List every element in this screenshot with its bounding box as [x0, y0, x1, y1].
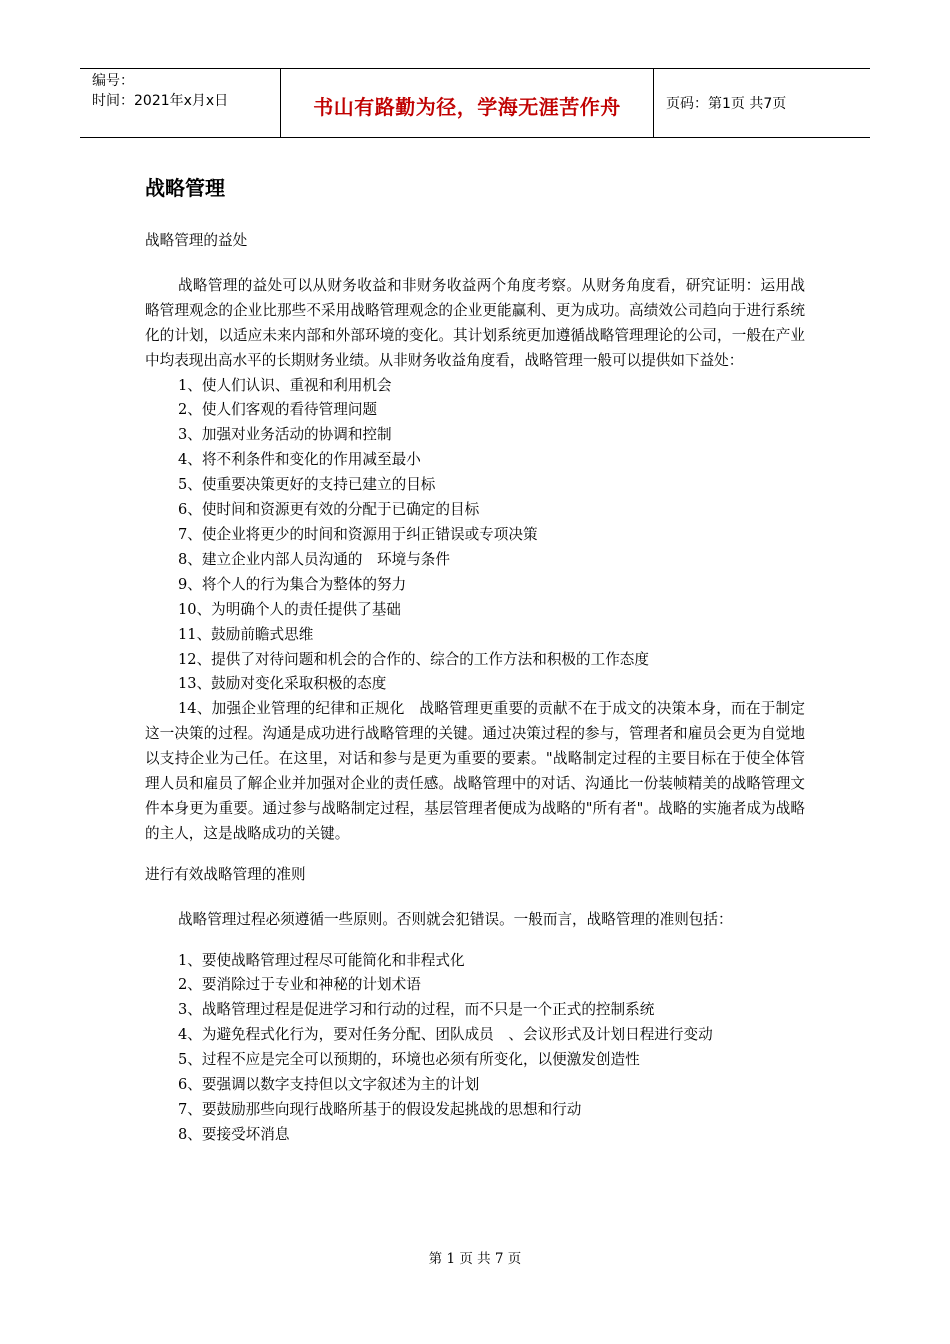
list-item: 6、使时间和资源更有效的分配于已确定的目标: [178, 501, 480, 519]
document-title: 战略管理: [145, 176, 225, 200]
list-item: 7、要鼓励那些向现行战略所基于的假设发起挑战的思想和行动: [178, 1101, 582, 1118]
list-item: 2、使人们客观的看待管理问题: [178, 401, 378, 419]
list-item: 8、建立企业内部人员沟通的 环境与条件: [178, 550, 450, 568]
document-body: [145, 229, 805, 1148]
list-item: 3、战略管理过程是促进学习和行动的过程，而不只是一个正式的控制系统: [178, 1001, 655, 1019]
list-item: 9、将个人的行为集合为整体的努力: [178, 575, 407, 593]
principles-intro-paragraph: 战略管理过程必须遵循一些原则。否则就会犯错误。一般而言，战略管理的准则包括：: [178, 910, 733, 928]
list-item: 6、要强调以数字支持但以文字叙述为主的计划: [178, 1076, 480, 1094]
list-item: 10、为明确个人的责任提供了基础: [178, 600, 401, 618]
list-item: 1、要使战略管理过程尽可能简化和非程式化: [178, 951, 465, 969]
list-item: 7、使企业将更少的时间和资源用于纠正错误或专项决策: [178, 525, 538, 543]
list-item: 8、要接受坏消息: [178, 1125, 290, 1143]
list-item: 1、使人们认识、重视和利用机会: [178, 376, 392, 394]
header-motto-cell: [280, 69, 654, 137]
benefits-list: [145, 374, 805, 698]
page-footer: 第 1 页 共 7 页: [428, 1251, 522, 1267]
list-item: 13、鼓励对变化采取积极的态度: [178, 675, 387, 693]
list-item: 5、过程不应是完全可以预期的，环境也必须有所变化，以便激发创造性: [178, 1051, 640, 1069]
list-item: 12、提供了对待问题和机会的合作的、综合的工作方法和积极的工作态度: [178, 650, 649, 668]
section-heading-principles: 进行有效战略管理的准则: [145, 865, 306, 883]
document-number: 编号：: [92, 73, 134, 89]
page-header: [80, 68, 870, 138]
list-item: 3、加强对业务活动的协调和控制: [178, 426, 392, 444]
document-date: 时间：2021年x月x日: [92, 93, 229, 109]
list-item: 4、为避免程式化行为，要对任务分配、团队成员 、会议形式及计划日程进行变动: [178, 1026, 713, 1044]
header-page-info: 页码：第1页 共7页: [666, 96, 787, 112]
section-heading-benefits: 战略管理的益处: [145, 232, 248, 249]
list-item: 4、将不利条件和变化的作用减至最小: [178, 451, 421, 469]
benefits-intro-paragraph: 战略管理的益处可以从财务收益和非财务收益两个角度考察。从财务角度看，研究证明：运用战略管理观念的企业比那些不采用战略管理观念的企业更能赢利、更为成功。高绩效公司趋向于进行系统化的计划，以适应未来内部和外部环境的变化。其计划系统更加遵循战略管理理论的公司，一般在产业中均表现出高水平的长期财务业绩。从非财务收益角度看，战略管理一般可以提供如下益处：: [145, 276, 805, 369]
list-item: 5、使重要决策更好的支持已建立的目标: [178, 476, 436, 494]
list-item: 2、要消除过于专业和神秘的计划术语: [178, 976, 421, 994]
header-meta: [80, 69, 280, 137]
header-motto: 书山有路勤为径，学海无涯苦作舟: [313, 94, 621, 119]
benefits-closing-paragraph: 14、加强企业管理的纪律和正规化 战略管理更重要的贡献不在于成文的决策本身，而在于制定这一决策的过程。沟通是成功进行战略管理的关键。通过决策过程的参与，管理者和雇员会更为自觉地以支持企业为己任。在这里，对话和参与是更为重要的要素。"战略制定过程的主要目标在于使全体管理人员和雇员了解企业并加强对企业的责任感。战略管理中的对话、沟通比一份装帧精美的战略管理文件本身更为重要。通过参与战略制定过程，基层管理者便成为战略的"所有者"。战略的实施者成为战略的主人，这是战略成功的关键。: [145, 700, 805, 842]
list-item: 11、鼓励前瞻式思维: [178, 625, 314, 643]
principles-list: [145, 949, 805, 1148]
